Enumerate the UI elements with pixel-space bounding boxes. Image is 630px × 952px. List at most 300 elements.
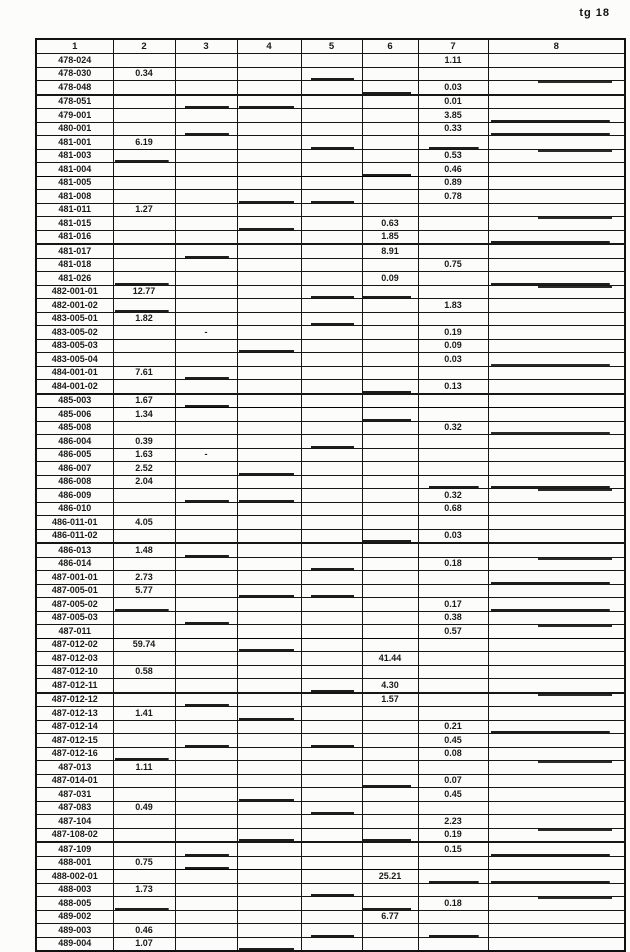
table-row — [36, 883, 625, 897]
value-cell — [237, 761, 301, 775]
row-id-cell: 487-005-03 — [36, 611, 113, 625]
row-id-cell: 479-001 — [36, 109, 113, 123]
value-cell — [237, 109, 301, 123]
value-cell: 5.77 — [113, 584, 175, 598]
column-header: 3 — [175, 39, 237, 54]
value-cell — [488, 774, 625, 788]
table-row — [36, 54, 625, 68]
value-cell — [175, 720, 237, 734]
value-cell — [113, 897, 175, 911]
value-cell — [301, 54, 362, 68]
value-cell — [175, 462, 237, 476]
value-cell: 0.57 — [418, 625, 488, 639]
column-header: 1 — [36, 39, 113, 54]
row-id-cell: 486-005 — [36, 448, 113, 462]
value-cell — [237, 529, 301, 543]
value-cell — [418, 136, 488, 150]
table-row — [36, 679, 625, 693]
value-cell — [301, 109, 362, 123]
value-cell — [362, 353, 418, 367]
value-cell — [237, 543, 301, 557]
value-cell — [237, 828, 301, 842]
row-id-cell: 481-001 — [36, 136, 113, 150]
row-id-cell: 487-012-16 — [36, 747, 113, 761]
table-row — [36, 516, 625, 530]
value-cell — [175, 258, 237, 272]
row-id-cell: 482-001-01 — [36, 285, 113, 299]
value-cell — [488, 122, 625, 136]
value-cell: 1.57 — [362, 693, 418, 707]
value-cell — [301, 408, 362, 422]
row-id-cell: 486-009 — [36, 489, 113, 503]
value-cell — [237, 421, 301, 435]
value-cell: 0.46 — [113, 924, 175, 938]
value-cell — [488, 842, 625, 856]
value-cell: 0.15 — [418, 842, 488, 856]
value-cell: 0.03 — [418, 81, 488, 95]
value-cell — [362, 611, 418, 625]
value-cell — [488, 883, 625, 897]
table-row — [36, 571, 625, 585]
row-id-cell: 486-014 — [36, 557, 113, 571]
value-cell — [301, 856, 362, 870]
value-cell — [301, 326, 362, 340]
value-cell — [237, 571, 301, 585]
value-cell — [175, 149, 237, 163]
row-id-cell: 487-012-10 — [36, 665, 113, 679]
value-cell — [488, 924, 625, 938]
value-cell — [418, 679, 488, 693]
value-cell: 3.85 — [418, 109, 488, 123]
value-cell: 0.58 — [113, 665, 175, 679]
header-row — [36, 39, 625, 54]
value-cell — [488, 638, 625, 652]
value-cell — [113, 679, 175, 693]
value-cell — [301, 95, 362, 109]
value-cell — [362, 856, 418, 870]
value-cell — [301, 448, 362, 462]
row-id-cell: 487-108-02 — [36, 828, 113, 842]
value-cell — [175, 190, 237, 204]
value-cell — [175, 638, 237, 652]
value-cell — [237, 258, 301, 272]
value-cell — [175, 665, 237, 679]
value-cell — [237, 598, 301, 612]
table-row — [36, 870, 625, 884]
row-id-cell: 487-109 — [36, 842, 113, 856]
table-row — [36, 774, 625, 788]
value-cell — [488, 543, 625, 557]
table-row — [36, 543, 625, 557]
value-cell — [301, 774, 362, 788]
value-cell — [113, 163, 175, 177]
value-cell — [301, 801, 362, 815]
value-cell — [237, 190, 301, 204]
value-cell — [237, 462, 301, 476]
table-row — [36, 910, 625, 924]
row-id-cell: 483-005-02 — [36, 326, 113, 340]
value-cell — [237, 870, 301, 884]
value-cell — [488, 720, 625, 734]
value-cell: 2.23 — [418, 815, 488, 829]
value-cell — [113, 230, 175, 244]
value-cell — [113, 244, 175, 258]
value-cell — [237, 734, 301, 748]
value-cell — [488, 598, 625, 612]
value-cell — [488, 625, 625, 639]
value-cell — [301, 870, 362, 884]
value-cell — [301, 462, 362, 476]
value-cell — [362, 81, 418, 95]
value-cell: 0.68 — [418, 502, 488, 516]
value-cell — [175, 774, 237, 788]
value-cell — [237, 230, 301, 244]
value-cell — [175, 421, 237, 435]
value-cell — [301, 761, 362, 775]
value-cell — [488, 557, 625, 571]
row-id-cell: 478-048 — [36, 81, 113, 95]
row-id-cell: 481-026 — [36, 272, 113, 286]
value-cell — [113, 190, 175, 204]
value-cell — [418, 448, 488, 462]
value-cell — [113, 272, 175, 286]
value-cell — [362, 584, 418, 598]
value-cell — [301, 679, 362, 693]
value-cell — [418, 475, 488, 489]
table-row — [36, 788, 625, 802]
table-row — [36, 842, 625, 856]
value-cell: 4.30 — [362, 679, 418, 693]
row-id-cell: 487-083 — [36, 801, 113, 815]
value-cell — [418, 394, 488, 408]
row-id-cell: 481-004 — [36, 163, 113, 177]
table-row — [36, 502, 625, 516]
value-cell: 0.17 — [418, 598, 488, 612]
value-cell — [362, 394, 418, 408]
row-id-cell: 484-001-01 — [36, 366, 113, 380]
value-cell — [488, 366, 625, 380]
value-cell — [418, 693, 488, 707]
value-cell — [362, 380, 418, 394]
table-row — [36, 81, 625, 95]
table-row — [36, 380, 625, 394]
value-cell — [488, 54, 625, 68]
value-cell — [113, 788, 175, 802]
table-row — [36, 734, 625, 748]
table-row — [36, 326, 625, 340]
table-row — [36, 856, 625, 870]
value-cell — [488, 584, 625, 598]
value-cell — [113, 842, 175, 856]
value-cell: 2.73 — [113, 571, 175, 585]
value-cell — [301, 584, 362, 598]
value-cell — [301, 625, 362, 639]
value-cell — [175, 299, 237, 313]
row-id-cell: 478-024 — [36, 54, 113, 68]
value-cell — [237, 747, 301, 761]
table-row — [36, 489, 625, 503]
value-cell — [175, 67, 237, 81]
value-cell — [175, 910, 237, 924]
row-id-cell: 482-001-02 — [36, 299, 113, 313]
value-cell — [113, 734, 175, 748]
value-cell: 12.77 — [113, 285, 175, 299]
value-cell — [362, 557, 418, 571]
value-cell — [488, 516, 625, 530]
row-id-cell: 483-005-01 — [36, 312, 113, 326]
row-id-cell: 488-001 — [36, 856, 113, 870]
row-id-cell: 485-003 — [36, 394, 113, 408]
value-cell: 0.39 — [113, 435, 175, 449]
value-cell — [488, 815, 625, 829]
value-cell — [362, 883, 418, 897]
row-id-cell: 487-012-02 — [36, 638, 113, 652]
value-cell: 25.21 — [362, 870, 418, 884]
value-cell — [175, 366, 237, 380]
value-cell — [301, 190, 362, 204]
value-cell — [488, 81, 625, 95]
value-cell — [113, 910, 175, 924]
value-cell — [237, 720, 301, 734]
value-cell — [175, 109, 237, 123]
value-cell — [362, 203, 418, 217]
value-cell — [237, 353, 301, 367]
value-cell — [488, 394, 625, 408]
value-cell — [362, 421, 418, 435]
value-cell: 0.21 — [418, 720, 488, 734]
value-cell — [362, 339, 418, 353]
value-cell: 0.49 — [113, 801, 175, 815]
table-row — [36, 353, 625, 367]
value-cell — [113, 625, 175, 639]
value-cell — [488, 109, 625, 123]
row-id-cell: 478-051 — [36, 95, 113, 109]
value-cell — [301, 883, 362, 897]
value-cell — [175, 394, 237, 408]
value-cell — [237, 299, 301, 313]
value-cell — [113, 652, 175, 666]
value-cell: 1.48 — [113, 543, 175, 557]
value-cell — [488, 475, 625, 489]
value-cell — [237, 584, 301, 598]
table-row — [36, 230, 625, 244]
value-cell — [418, 408, 488, 422]
value-cell: 1.34 — [113, 408, 175, 422]
value-cell — [418, 870, 488, 884]
row-id-cell: 489-004 — [36, 937, 113, 951]
value-cell — [301, 937, 362, 951]
value-cell — [237, 176, 301, 190]
value-cell — [362, 801, 418, 815]
value-cell — [237, 339, 301, 353]
table-row — [36, 217, 625, 231]
value-cell: 0.53 — [418, 149, 488, 163]
value-cell — [175, 842, 237, 856]
value-cell — [301, 543, 362, 557]
row-id-cell: 483-005-04 — [36, 353, 113, 367]
value-cell — [175, 529, 237, 543]
value-cell — [488, 937, 625, 951]
value-cell — [362, 489, 418, 503]
value-cell — [362, 312, 418, 326]
value-cell — [113, 81, 175, 95]
value-cell — [175, 707, 237, 721]
value-cell — [362, 95, 418, 109]
table-row — [36, 584, 625, 598]
value-cell: - — [175, 326, 237, 340]
column-header: 4 — [237, 39, 301, 54]
value-cell — [301, 788, 362, 802]
value-cell — [175, 272, 237, 286]
row-id-cell: 487-012-12 — [36, 693, 113, 707]
value-cell — [237, 815, 301, 829]
table-row — [36, 163, 625, 177]
value-cell — [362, 598, 418, 612]
value-cell — [301, 502, 362, 516]
value-cell — [418, 230, 488, 244]
value-cell — [237, 163, 301, 177]
value-cell: 1.82 — [113, 312, 175, 326]
value-cell — [301, 67, 362, 81]
table-row — [36, 611, 625, 625]
value-cell — [488, 285, 625, 299]
value-cell — [301, 557, 362, 571]
column-header: 8 — [488, 39, 625, 54]
value-cell — [488, 828, 625, 842]
value-cell: 0.89 — [418, 176, 488, 190]
value-cell — [113, 815, 175, 829]
value-cell — [362, 326, 418, 340]
value-cell — [175, 883, 237, 897]
row-id-cell: 487-012-14 — [36, 720, 113, 734]
value-cell — [418, 638, 488, 652]
value-cell — [362, 285, 418, 299]
value-cell: 1.11 — [113, 761, 175, 775]
column-header: 2 — [113, 39, 175, 54]
row-id-cell: 487-014-01 — [36, 774, 113, 788]
value-cell — [301, 529, 362, 543]
value-cell — [362, 543, 418, 557]
value-cell — [175, 557, 237, 571]
value-cell — [175, 353, 237, 367]
value-cell: 8.91 — [362, 244, 418, 258]
row-id-cell: 481-011 — [36, 203, 113, 217]
value-cell — [418, 272, 488, 286]
table-row — [36, 136, 625, 150]
value-cell — [175, 285, 237, 299]
value-cell — [301, 652, 362, 666]
value-cell — [488, 489, 625, 503]
value-cell: 1.27 — [113, 203, 175, 217]
value-cell — [301, 176, 362, 190]
table-row — [36, 190, 625, 204]
value-cell — [488, 529, 625, 543]
value-cell: 0.03 — [418, 529, 488, 543]
value-cell — [301, 638, 362, 652]
value-cell — [175, 761, 237, 775]
value-cell — [175, 625, 237, 639]
row-id-cell: 481-003 — [36, 149, 113, 163]
value-cell — [362, 366, 418, 380]
value-cell: 7.61 — [113, 366, 175, 380]
value-cell — [175, 828, 237, 842]
value-cell — [113, 774, 175, 788]
row-id-cell: 489-003 — [36, 924, 113, 938]
value-cell: 1.41 — [113, 707, 175, 721]
row-id-cell: 485-006 — [36, 408, 113, 422]
value-cell — [488, 571, 625, 585]
value-cell — [362, 136, 418, 150]
value-cell — [113, 299, 175, 313]
value-cell — [301, 217, 362, 231]
value-cell — [362, 815, 418, 829]
value-cell — [113, 557, 175, 571]
value-cell — [488, 176, 625, 190]
value-cell — [113, 54, 175, 68]
value-cell — [362, 67, 418, 81]
row-id-cell: 486-004 — [36, 435, 113, 449]
value-cell — [301, 720, 362, 734]
value-cell — [362, 707, 418, 721]
value-cell — [175, 475, 237, 489]
value-cell — [418, 665, 488, 679]
row-id-cell: 487-013 — [36, 761, 113, 775]
value-cell: 1.83 — [418, 299, 488, 313]
value-cell — [237, 489, 301, 503]
value-cell — [175, 611, 237, 625]
value-cell — [362, 571, 418, 585]
value-cell — [362, 109, 418, 123]
value-cell — [488, 136, 625, 150]
value-cell — [175, 693, 237, 707]
value-cell — [175, 870, 237, 884]
table-row — [36, 312, 625, 326]
value-cell — [301, 665, 362, 679]
value-cell — [301, 571, 362, 585]
value-cell: 0.45 — [418, 734, 488, 748]
value-cell — [362, 516, 418, 530]
value-cell — [301, 734, 362, 748]
value-cell — [113, 870, 175, 884]
value-cell: 0.78 — [418, 190, 488, 204]
value-cell — [418, 285, 488, 299]
value-cell — [488, 149, 625, 163]
value-cell: 6.19 — [113, 136, 175, 150]
value-cell — [237, 611, 301, 625]
table-row — [36, 109, 625, 123]
value-cell — [237, 203, 301, 217]
value-cell: 0.46 — [418, 163, 488, 177]
value-cell: 0.75 — [418, 258, 488, 272]
value-cell — [175, 924, 237, 938]
value-cell — [237, 842, 301, 856]
value-cell: - — [175, 448, 237, 462]
value-cell — [488, 203, 625, 217]
value-cell — [237, 380, 301, 394]
value-cell — [362, 937, 418, 951]
value-cell — [362, 122, 418, 136]
value-cell: 0.09 — [418, 339, 488, 353]
page-number-label: tg 18 — [579, 7, 610, 19]
value-cell — [113, 828, 175, 842]
value-cell — [301, 842, 362, 856]
value-cell — [175, 571, 237, 585]
row-id-cell: 488-002-01 — [36, 870, 113, 884]
row-id-cell: 487-012-03 — [36, 652, 113, 666]
value-cell — [488, 747, 625, 761]
value-cell — [237, 122, 301, 136]
row-id-cell: 487-031 — [36, 788, 113, 802]
